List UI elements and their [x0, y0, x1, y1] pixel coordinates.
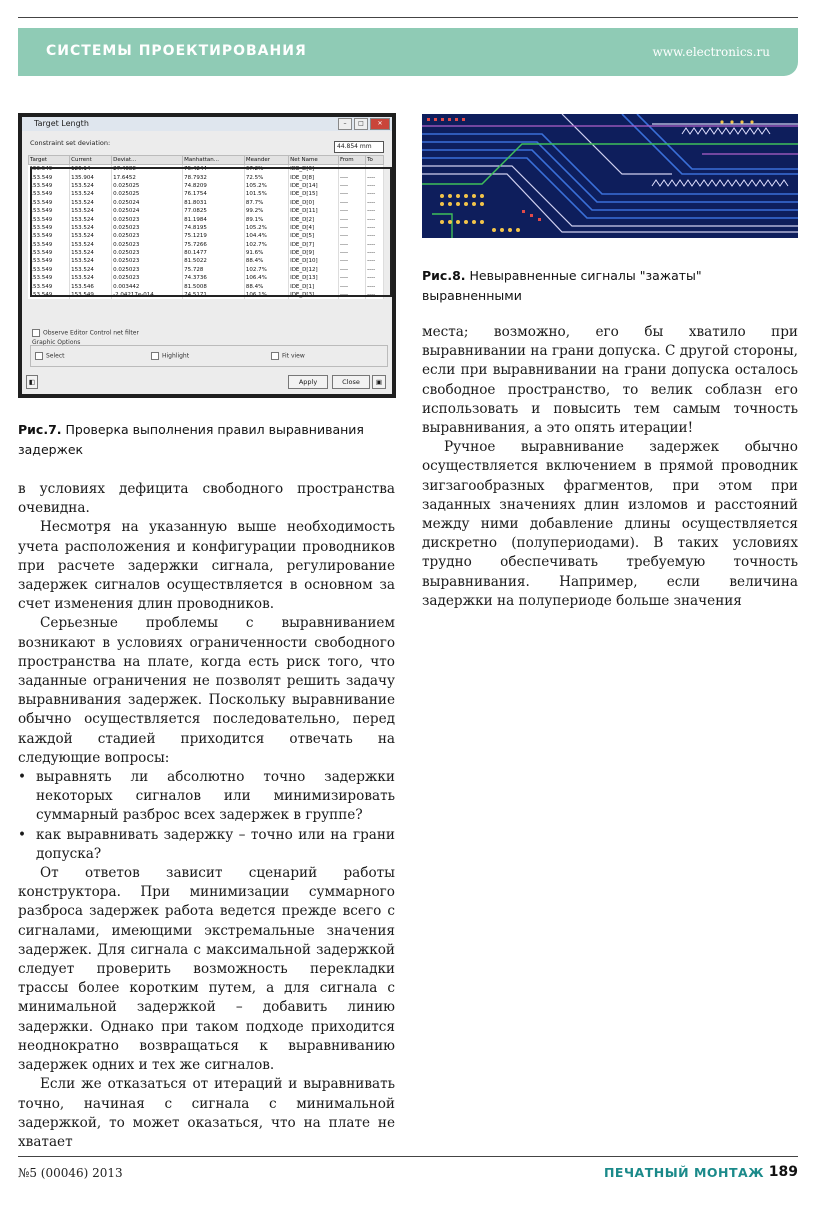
page-number: 189 — [768, 1164, 798, 1180]
table-cell: IDE_D[8] — [289, 173, 339, 181]
table-cell: ---- — [339, 182, 366, 190]
close-button: Close — [332, 375, 370, 389]
figure7-dialog-screenshot — [18, 113, 396, 398]
table-cell: 153.549 — [29, 266, 70, 274]
paragraph: От ответов зависит сценарий работы конструктора. При минимизации суммарного разброса задержек работа ведется прежде всего с сигналами, имеющими экстремальные значения задержек. Для сигнала с максимальной задержкой следует проверить возможность перекладки трассы более коротким путем, а для сигнала с минимальной задержкой – добавить линию задержки. Однако при таком подходе приходится неоднократно возвращаться к выравниванию задержек одних и тех же сигналов. — [18, 865, 395, 1074]
observe-option: Observe Editor Control net filter — [32, 329, 139, 337]
table-cell: 0.003442 — [112, 282, 183, 290]
paragraph: Несмотря на указанную выше необходимость учета расположения и конфигурации проводников при расчете задержки сигнала, регулирование задержек сигналов осуществляется в основном за счет изменения длин проводников. — [18, 519, 395, 613]
table-cell: ---- — [339, 291, 366, 299]
table-cell: IDE_D[1] — [289, 282, 339, 290]
table-cell: 88.4% — [244, 257, 288, 265]
table-cell: 72.5% — [244, 173, 288, 181]
table-cell: -2.04217e-014 — [112, 291, 183, 299]
table-cell: 104.4% — [244, 232, 288, 240]
table-cell: 91.6% — [244, 249, 288, 257]
checkbox-icon — [271, 352, 279, 360]
table-cell: 135.904 — [70, 173, 112, 181]
table-cell: ---- — [366, 282, 384, 290]
constraint-label: Constraint set deviation: — [30, 139, 111, 147]
highlight-option: Highlight — [151, 352, 189, 360]
table-cell: ---- — [366, 190, 384, 198]
table-cell: ---- — [339, 249, 366, 257]
figure8-pcb-image — [422, 114, 798, 238]
table-cell: 153.549 — [29, 224, 70, 232]
table-cell: 102.7% — [244, 241, 288, 249]
top-rule — [18, 17, 798, 18]
table-cell: ---- — [339, 207, 366, 215]
table-cell: IDE_D[6] — [289, 165, 339, 174]
table-cell: 126.14 — [70, 165, 112, 174]
minimize-icon: – — [338, 118, 352, 130]
table-cell: 0.025023 — [112, 215, 183, 223]
table-cell: ---- — [339, 190, 366, 198]
dialog-titlebar — [22, 117, 392, 131]
table-cell: IDE_D[15] — [289, 190, 339, 198]
bottom-rule — [18, 1156, 798, 1157]
table-cell: 101.5% — [244, 190, 288, 198]
table-cell: 88.4% — [244, 282, 288, 290]
table-cell: ---- — [366, 232, 384, 240]
table-cell: 106.1% — [244, 291, 288, 299]
table-cell: ---- — [339, 173, 366, 181]
table-cell: 0.025025 — [112, 190, 183, 198]
table-cell: 105.2% — [244, 224, 288, 232]
table-cell: IDE_D[12] — [289, 266, 339, 274]
table-cell: IDE_D[11] — [289, 207, 339, 215]
table-cell: 81.5008 — [183, 282, 245, 290]
fitview-option: Fit view — [271, 352, 305, 360]
section-title: СИСТЕМЫ ПРОЕКТИРОВАНИЯ — [46, 43, 307, 59]
question-list — [18, 768, 395, 864]
table-header-cell: From — [339, 156, 366, 165]
table-cell: ---- — [339, 165, 366, 174]
table-cell: ---- — [339, 266, 366, 274]
table-cell: 75.7266 — [183, 241, 245, 249]
table-cell: IDE_D[7] — [289, 241, 339, 249]
table-header-cell: To — [366, 156, 384, 165]
table-cell: 153.524 — [70, 249, 112, 257]
paragraph: в условиях дефицита свободного пространства очевидна. — [18, 481, 395, 517]
table-cell: 153.546 — [70, 282, 112, 290]
table-cell: ---- — [366, 207, 384, 215]
paragraph: Ручное выравнивание задержек обычно осуществляется включением в прямой проводник зигзагообразных фрагментов, при этом при заданных значениях длин изломов и расстояний между ними добавление длины осуществляется дискретно (полупериодами). В таких условиях трудно обеспечивать требуемую точность выравнивания. Например, если величина задержки на полупериоде больше значения — [422, 439, 798, 609]
figure7-caption: Рис.7. Проверка выполнения правил выравнивания задержек — [18, 422, 364, 457]
table-cell: 153.549 — [29, 241, 70, 249]
graphic-options-group — [30, 345, 388, 367]
table-cell: ---- — [339, 257, 366, 265]
table-cell: 81.1984 — [183, 215, 245, 223]
table-cell: ---- — [366, 241, 384, 249]
table-header-cell: Current — [70, 156, 112, 165]
table-cell: 0.025025 — [112, 182, 183, 190]
table-cell: 153.549 — [29, 190, 70, 198]
table-cell: ---- — [366, 249, 384, 257]
table-cell: 76.1754 — [183, 190, 245, 198]
table-cell: 153.524 — [70, 266, 112, 274]
table-cell: 74.5171 — [183, 291, 245, 299]
table-cell: 153.549 — [29, 291, 70, 299]
table-cell: ---- — [366, 274, 384, 282]
table-cell: 87.7% — [244, 199, 288, 207]
issue-number: №5 (00046) 2013 — [18, 1166, 123, 1180]
table-cell: 153.524 — [70, 215, 112, 223]
table-cell: IDE_D[10] — [289, 257, 339, 265]
table-cell: 75.728 — [183, 266, 245, 274]
table-cell: ---- — [366, 215, 384, 223]
table-cell: ---- — [366, 165, 384, 174]
constraint-select: 44.854 mm — [334, 141, 384, 153]
table-cell: 74.8209 — [183, 182, 245, 190]
table-header-cell: Manhattan... — [183, 156, 245, 165]
table-cell: ---- — [366, 199, 384, 207]
table-cell: 153.524 — [70, 199, 112, 207]
table-cell: 81.8031 — [183, 199, 245, 207]
table-cell: IDE_D[14] — [289, 182, 339, 190]
paragraph: места; возможно, его бы хватило при выравнивании на грани допуска. С другой стороны, если при выравнивании на грани допуска осталось свободное пространство, то велик соблазн его использовать и повысить тем самым точность выравнивания, а это опять итерации! — [422, 324, 798, 437]
table-cell: 105.2% — [244, 182, 288, 190]
checkbox-icon — [151, 352, 159, 360]
table-cell: 0.025024 — [112, 199, 183, 207]
table-cell: 0.025023 — [112, 249, 183, 257]
table-cell: 0.025023 — [112, 241, 183, 249]
table-header-cell: Deviat... — [112, 156, 183, 165]
table-cell: IDE_D[2] — [289, 215, 339, 223]
table-cell: 67.2% — [244, 165, 288, 174]
left-text-column — [18, 480, 395, 1152]
help-icon: ◧ — [26, 375, 38, 389]
table-cell: 0.025023 — [112, 266, 183, 274]
list-item: • выравнять ли абсолютно точно задержки некоторых сигналов или минимизировать суммарный разброс всех задержек в группе? — [36, 768, 395, 826]
table-cell: ---- — [339, 274, 366, 282]
table-cell: 0.025024 — [112, 207, 183, 215]
table-cell: IDE_D[13] — [289, 274, 339, 282]
table-cell: 153.549 — [29, 182, 70, 190]
table-cell: ---- — [366, 257, 384, 265]
table-cell: 74.3736 — [183, 274, 245, 282]
pcb-traces-graphic — [422, 114, 798, 238]
table-cell: 153.549 — [29, 173, 70, 181]
table-header-cell: Target — [29, 156, 70, 165]
table-cell: ---- — [339, 282, 366, 290]
table-cell: 0.025023 — [112, 257, 183, 265]
table-cell: ---- — [366, 182, 384, 190]
table-cell: 153.524 — [70, 207, 112, 215]
right-text-column — [422, 323, 798, 611]
site-url: www.electronics.ru — [652, 45, 770, 59]
table-cell: 153.524 — [70, 257, 112, 265]
table-cell: 153.524 — [70, 241, 112, 249]
table-cell: 0.025023 — [112, 224, 183, 232]
table-cell: 0.025023 — [112, 232, 183, 240]
selection-highlight-box — [30, 167, 392, 297]
table-cell: 153.524 — [70, 274, 112, 282]
table-cell: 102.7% — [244, 266, 288, 274]
maximize-icon: □ — [354, 118, 368, 130]
table-cell: 153.524 — [70, 224, 112, 232]
table-cell: ---- — [339, 232, 366, 240]
table-cell: 75.4244 — [183, 165, 245, 174]
table-cell: 77.0825 — [183, 207, 245, 215]
table-cell: 74.8195 — [183, 224, 245, 232]
table-cell: ---- — [339, 199, 366, 207]
dialog-title: Target Length — [34, 119, 89, 128]
table-header-cell: Meander — [244, 156, 288, 165]
table-cell: 89.1% — [244, 215, 288, 223]
table-cell: 153.549 — [29, 199, 70, 207]
table-cell: 153.549 — [29, 165, 70, 174]
table-cell: 27.4088 — [112, 165, 183, 174]
table-cell: IDE_D[5] — [289, 232, 339, 240]
list-item: • как выравнивать задержку – точно или на грани допуска? — [36, 826, 395, 864]
table-cell: ---- — [366, 173, 384, 181]
checkbox-icon — [35, 352, 43, 360]
table-cell: IDE_D[0] — [289, 199, 339, 207]
checkbox-icon — [32, 329, 40, 337]
table-cell: 153.549 — [29, 232, 70, 240]
table-cell: IDE_D[4] — [289, 224, 339, 232]
table-cell: 153.549 — [29, 282, 70, 290]
table-cell: 153.524 — [70, 232, 112, 240]
table-cell: 153.524 — [70, 190, 112, 198]
table-cell: 153.549 — [29, 257, 70, 265]
close-icon: ✕ — [370, 118, 390, 130]
table-cell: 153.549 — [29, 215, 70, 223]
select-option: Select — [35, 352, 65, 360]
table-cell: ---- — [366, 224, 384, 232]
table-cell: ---- — [339, 215, 366, 223]
paragraph: Если же отказаться от итераций и выравнивать точно, начиная с сигнала с минимальной задержкой, то может оказаться, что на плате не хватает — [18, 1076, 395, 1150]
table-cell: 78.7932 — [183, 173, 245, 181]
table-cell: 99.2% — [244, 207, 288, 215]
table-cell: ---- — [366, 266, 384, 274]
table-cell: 153.549 — [29, 207, 70, 215]
paragraph: Серьезные проблемы с выравниванием возникают в условиях ограниченности свободного пространства на плате, когда есть риск того, что заданные ограничения не позволят решить задачу выравнивания задержек. Поскольку выравнивание обычно осуществляется последовательно, перед каждой стадией приходится отвечать на следующие вопросы: — [18, 615, 395, 766]
table-cell: 153.549 — [70, 291, 112, 299]
table-cell: 153.549 — [29, 274, 70, 282]
table-cell: 153.524 — [70, 182, 112, 190]
table-cell: 106.4% — [244, 274, 288, 282]
figure8-caption: Рис.8. Невыравненные сигналы "зажаты" выравненными — [422, 268, 702, 303]
table-cell: 17.6452 — [112, 173, 183, 181]
table-cell: 80.1477 — [183, 249, 245, 257]
table-cell: ---- — [339, 241, 366, 249]
section-banner — [18, 28, 798, 76]
table-header-cell: Net Name — [289, 156, 339, 165]
graphic-options-label: Graphic Options — [32, 339, 81, 346]
table-cell: 0.025023 — [112, 274, 183, 282]
apply-button: Apply — [288, 375, 328, 389]
table-cell: ---- — [366, 291, 384, 299]
table-cell: 75.1219 — [183, 232, 245, 240]
table-cell: 81.5022 — [183, 257, 245, 265]
print-icon: ▣ — [372, 375, 386, 389]
table-cell: IDE_D[3] — [289, 291, 339, 299]
table-cell: 153.549 — [29, 249, 70, 257]
table-cell: ---- — [339, 224, 366, 232]
table-cell: IDE_D[9] — [289, 249, 339, 257]
magazine-title: ПЕЧАТНЫЙ МОНТАЖ — [603, 1165, 764, 1180]
